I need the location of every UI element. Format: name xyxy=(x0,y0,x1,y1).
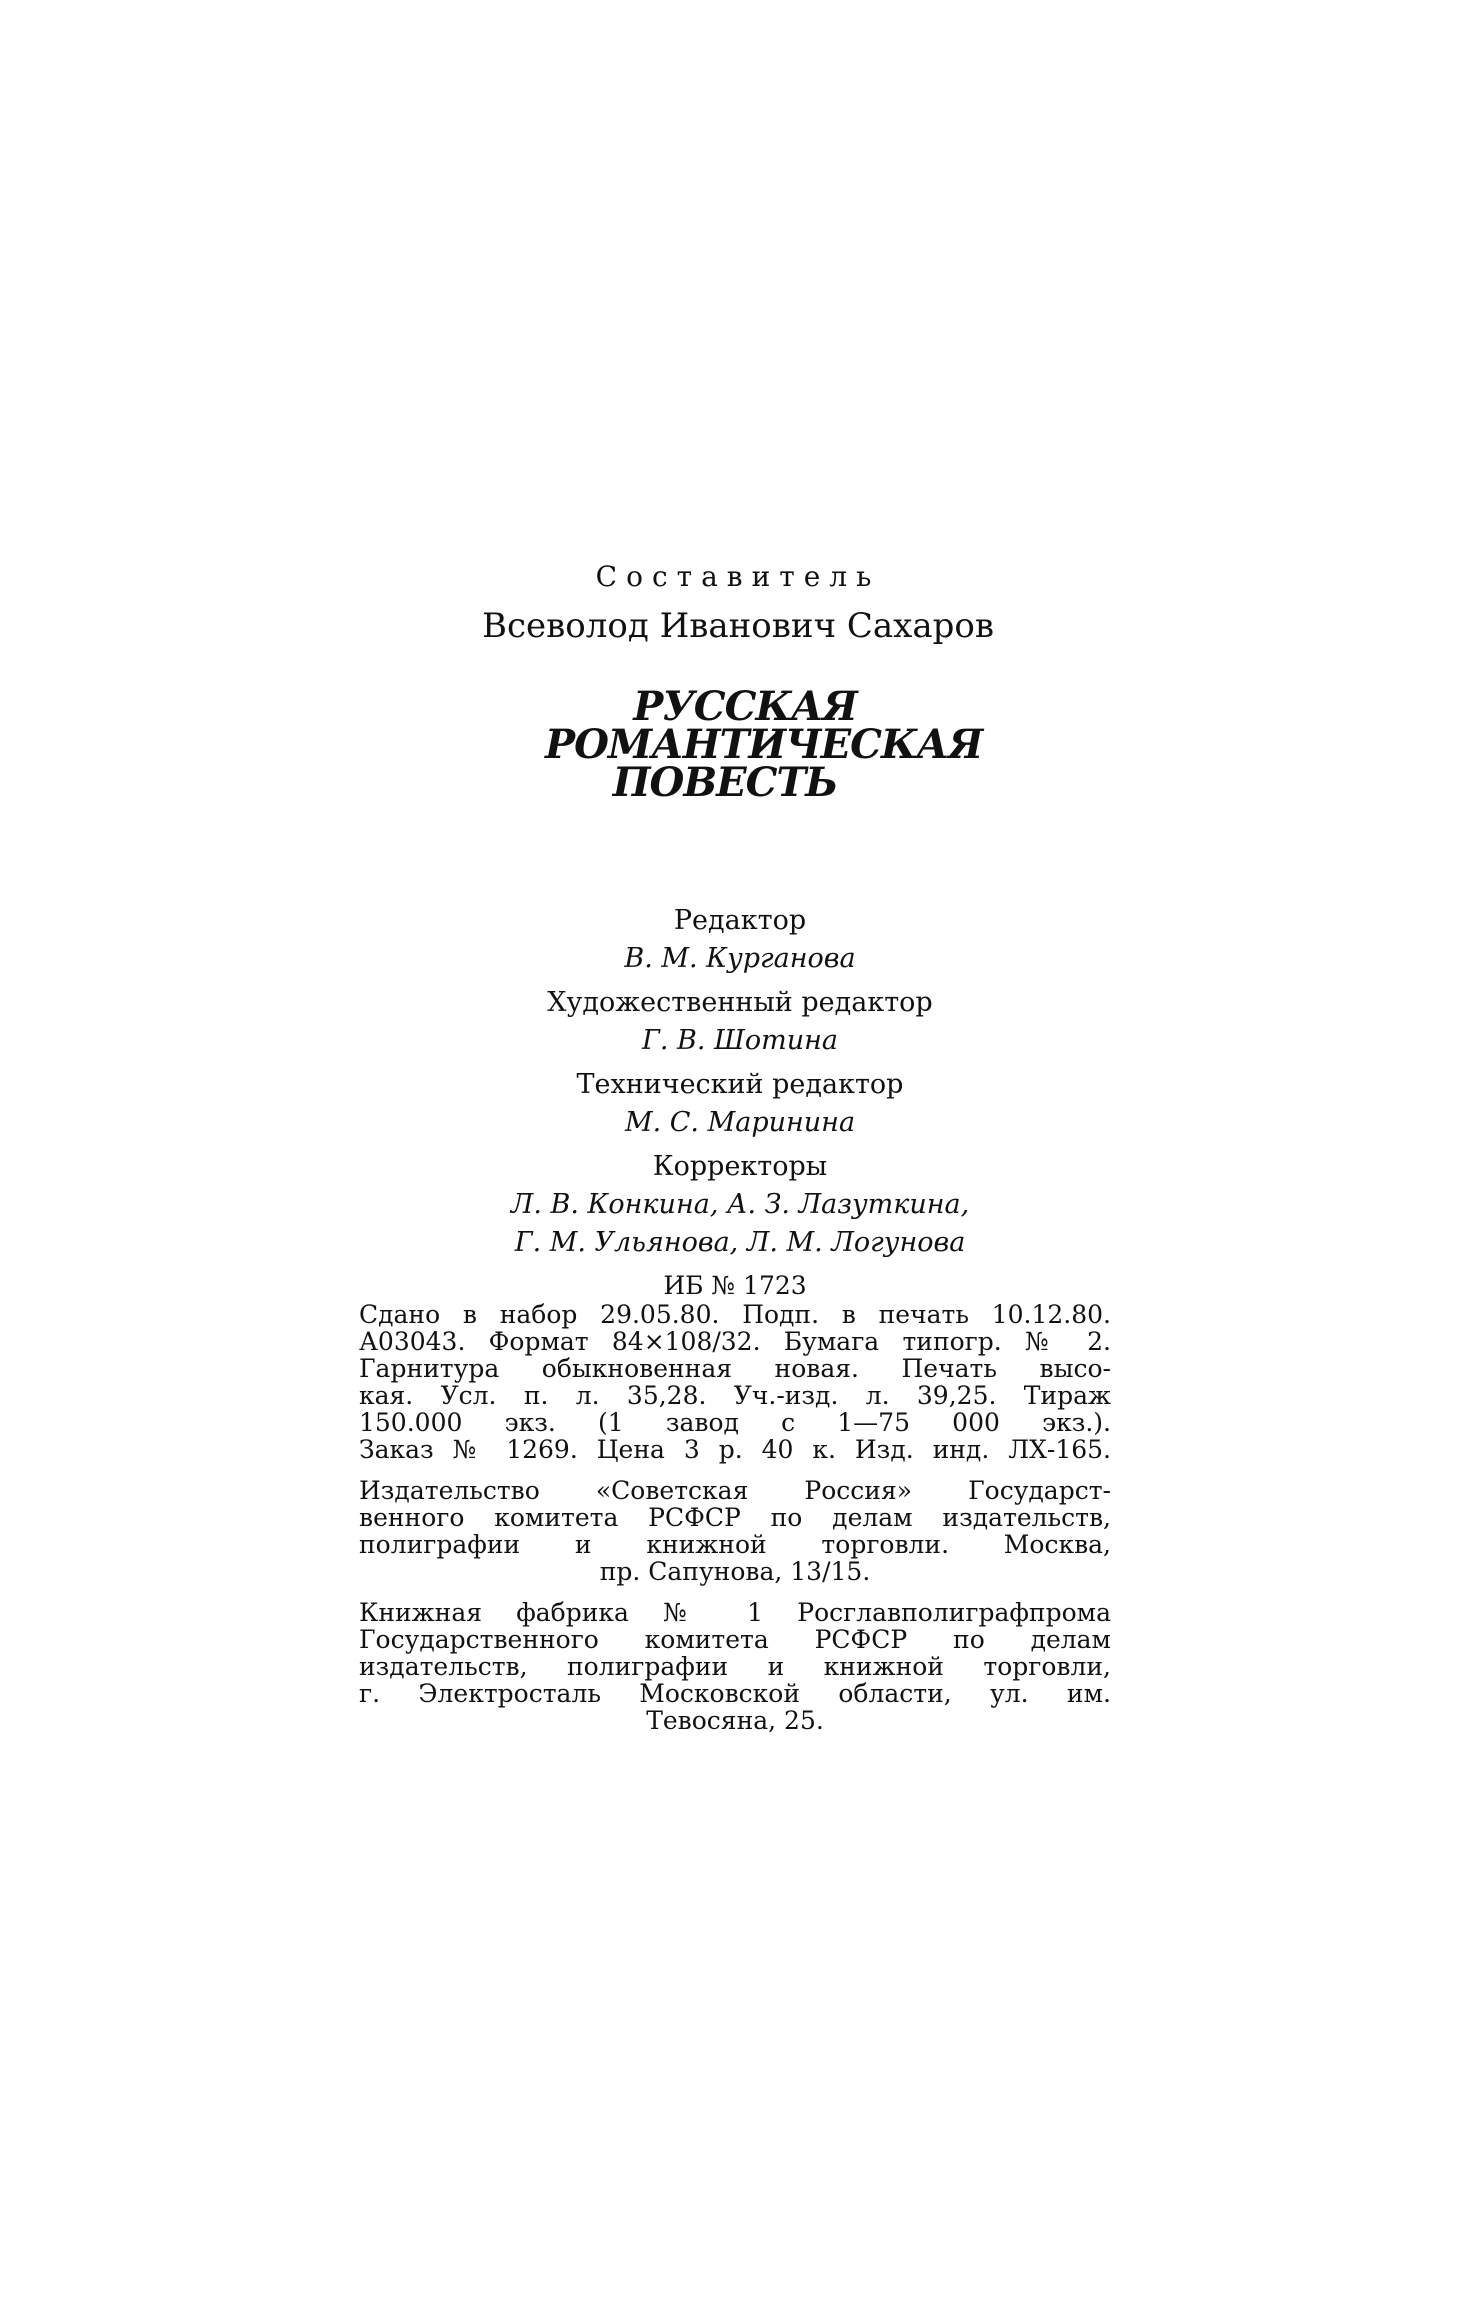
imprint-line: венного комитета РСФСР по делам издательств, xyxy=(359,1503,1111,1532)
credit-tech-editor xyxy=(420,1066,1060,1142)
credit-proofreaders xyxy=(420,1148,1060,1262)
credit-role: Технический редактор xyxy=(576,1069,904,1100)
printer-details xyxy=(359,1599,1111,1734)
imprint-line: 150.000 экз. (1 завод с 1—75 000 экз.). xyxy=(359,1408,1111,1437)
imprint-line: Тевосяна, 25. xyxy=(646,1706,824,1735)
book-title-line-1: РУССКАЯ xyxy=(633,683,857,730)
imprint-line: полиграфии и книжной торговли. Москва, xyxy=(359,1530,1111,1559)
credit-person: Л. В. Конкина, А. З. Лазуткина, xyxy=(510,1189,970,1220)
book-title-logo xyxy=(545,683,983,806)
imprint-line: Книжная фабрика № 1 Росглавполиграфпрома xyxy=(359,1598,1111,1627)
imprint-line: Заказ № 1269. Цена 3 р. 40 к. Изд. инд. ЛХ-165. xyxy=(359,1435,1111,1464)
ib-number: ИБ № 1723 xyxy=(663,1271,807,1300)
credit-role: Корректоры xyxy=(652,1151,828,1182)
imprint-line: г. Электросталь Московской области, ул. им. xyxy=(359,1679,1111,1708)
publisher-details xyxy=(359,1477,1111,1585)
compiler-label: Составитель xyxy=(595,560,881,593)
imprint-line: Сдано в набор 29.05.80. Подп. в печать 10.12.80. xyxy=(359,1300,1111,1329)
credit-role: Художественный редактор xyxy=(547,987,933,1018)
imprint-line: А03043. Формат 84×108/32. Бумага типогр. № 2. xyxy=(359,1327,1111,1356)
credit-role: Редактор xyxy=(673,905,807,936)
credits-block xyxy=(420,902,1060,1268)
credit-person: Г. В. Шотина xyxy=(642,1025,838,1056)
imprint-line: кая. Усл. п. л. 35,28. Уч.-изд. л. 39,25. Тираж xyxy=(359,1381,1111,1410)
credit-editor xyxy=(420,902,1060,978)
book-title-line-2: РОМАНТИЧЕСКАЯ xyxy=(545,721,983,768)
credit-person: М. С. Маринина xyxy=(624,1107,856,1138)
imprint-line: Гарнитура обыкновенная новая. Печать высо- xyxy=(359,1354,1111,1383)
imprint-line: Издательство «Советская Россия» Государст- xyxy=(359,1476,1111,1505)
credit-person: В. М. Курганова xyxy=(624,943,856,974)
printing-details xyxy=(359,1301,1111,1463)
compiler-name: Всеволод Иванович Сахаров xyxy=(482,606,994,646)
imprint-line: Государственного комитета РСФСР по делам xyxy=(359,1625,1111,1654)
credit-person: Г. М. Ульянова, Л. М. Логунова xyxy=(514,1227,966,1258)
credit-art-editor xyxy=(420,984,1060,1060)
book-title-line-3: ПОВЕСТЬ xyxy=(612,759,838,806)
imprint-line: пр. Сапунова, 13/15. xyxy=(599,1557,871,1586)
imprint-block xyxy=(359,1272,1111,1734)
imprint-line: издательств, полиграфии и книжной торговли, xyxy=(359,1652,1111,1681)
